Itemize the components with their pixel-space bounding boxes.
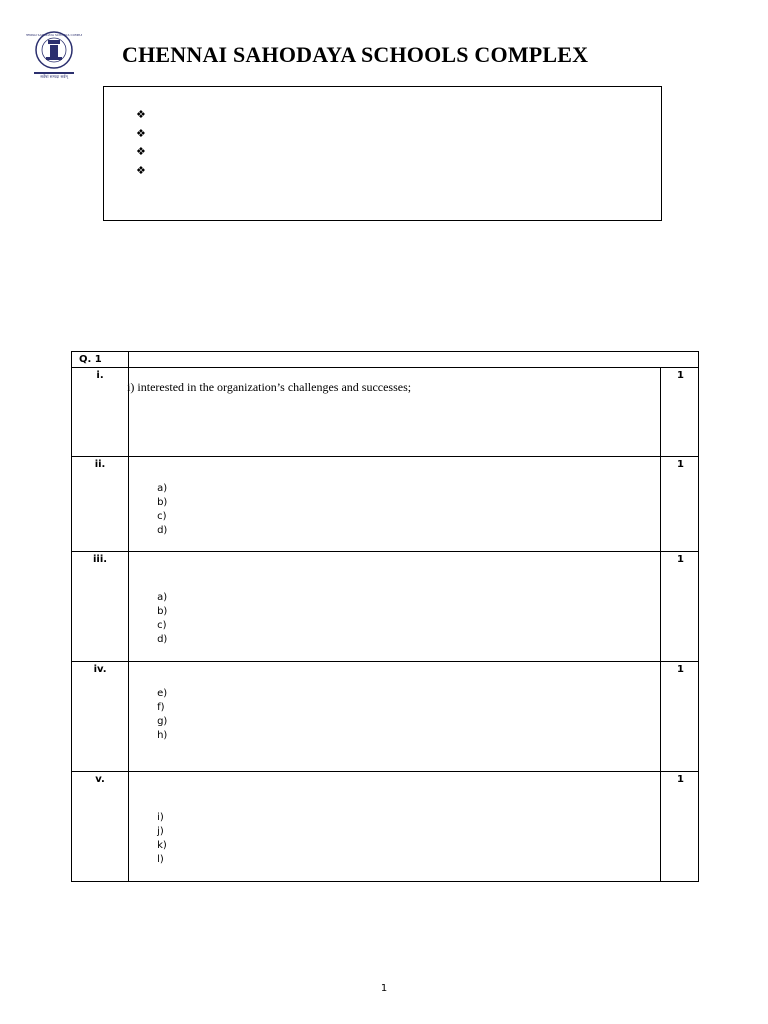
row-number: iii.	[72, 552, 129, 662]
table-row	[72, 772, 699, 882]
marks-cell: 1	[660, 368, 698, 457]
option-label: j)	[157, 826, 164, 837]
options-list	[157, 687, 167, 743]
bullet-icon: ❖	[136, 145, 146, 158]
row-number: v.	[72, 772, 129, 882]
table-row	[72, 368, 699, 457]
table-row	[72, 662, 699, 772]
bullet-icon: ❖	[136, 164, 146, 177]
marks-cell: 1	[660, 662, 698, 772]
answer-cell	[129, 552, 661, 662]
question-label: Q. 1	[72, 352, 129, 368]
option-label: c)	[157, 620, 167, 631]
options-list	[157, 811, 167, 867]
table-row	[72, 552, 699, 662]
option-label: c)	[157, 511, 167, 522]
table-row	[72, 457, 699, 552]
answer-cell	[129, 772, 661, 882]
answer-cell	[129, 368, 661, 457]
option-label: g)	[157, 716, 168, 727]
option-label: d)	[157, 525, 168, 536]
answer-cell	[129, 457, 661, 552]
page-title: CHENNAI SAHODAYA SCHOOLS COMPLEX	[122, 42, 589, 67]
instructions-box	[103, 86, 662, 221]
answer-text: i) interested in the organization’s challenges and successes;	[127, 380, 412, 394]
option-label: b)	[157, 497, 168, 508]
school-logo	[26, 30, 82, 80]
row-number: iv.	[72, 662, 129, 772]
page-number: 1	[380, 983, 388, 994]
bullet-icon: ❖	[136, 108, 146, 121]
marks-cell: 1	[660, 552, 698, 662]
header-blank-cell	[129, 352, 699, 368]
answer-cell	[129, 662, 661, 772]
table-header-row	[72, 352, 699, 368]
option-label: a)	[157, 483, 168, 494]
logo-motto: सर्वेषां सम्पदा सर्वम्	[40, 74, 68, 79]
marks-cell: 1	[660, 772, 698, 882]
option-label: i)	[157, 812, 164, 823]
row-number: i.	[72, 368, 129, 457]
row-number: ii.	[72, 457, 129, 552]
option-label: l)	[157, 854, 164, 865]
option-label: b)	[157, 606, 168, 617]
option-label: f)	[157, 702, 165, 713]
logo-text: CHENNAI SAHODAYA SCHOOLS COMPLEX	[26, 33, 82, 37]
answer-table	[71, 351, 699, 882]
option-label: a)	[157, 592, 168, 603]
option-label: k)	[157, 840, 167, 851]
options-list	[157, 591, 167, 647]
bullet-icon: ❖	[136, 127, 146, 140]
marks-cell: 1	[660, 457, 698, 552]
option-label: d)	[157, 634, 168, 645]
option-label: e)	[157, 688, 168, 699]
option-label: h)	[157, 730, 168, 741]
options-list	[157, 482, 167, 538]
